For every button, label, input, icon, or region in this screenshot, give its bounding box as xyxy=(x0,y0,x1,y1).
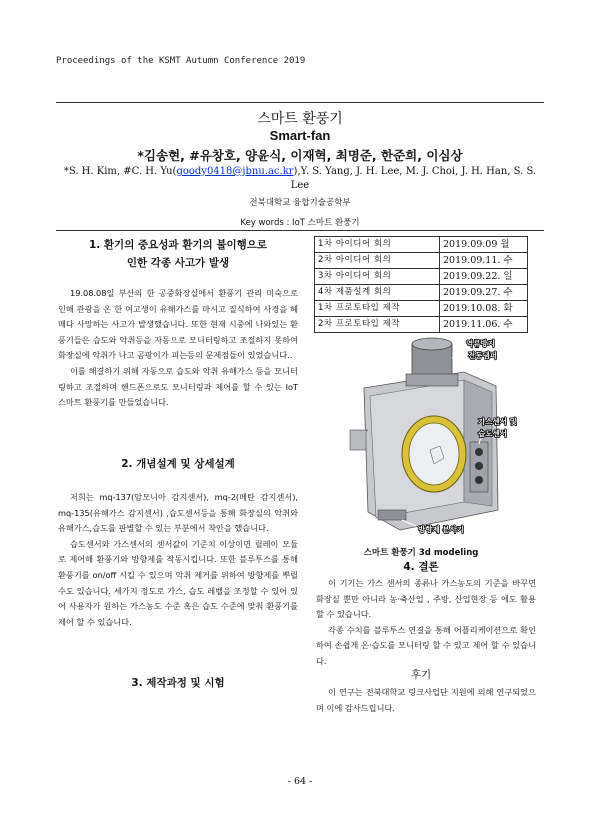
schedule-row xyxy=(315,237,528,253)
schedule-event: 1차 아이디어 회의 xyxy=(315,237,440,253)
acknowledgement-heading: 후기 xyxy=(410,669,432,681)
schedule-event: 1차 프로토타입 제작 xyxy=(315,301,440,317)
paper-title-korean: 스마트 환풍기 xyxy=(257,111,343,127)
schedule-date: 2019.09.27. 수 xyxy=(440,285,528,301)
keywords-rule xyxy=(56,230,544,231)
section-1-body xyxy=(58,286,298,411)
schedule-table-body xyxy=(315,237,528,333)
label-backflow-line2: 전동댐퍼 xyxy=(468,351,497,360)
schedule-row xyxy=(315,269,528,285)
section-1-heading xyxy=(58,236,298,272)
section-2-body xyxy=(58,490,298,630)
label-sensor-line2: 습도센서 xyxy=(478,429,507,438)
schedule-event: 4차 제품설계 회의 xyxy=(315,285,440,301)
schedule-date: 2019.11.06. 수 xyxy=(440,317,528,333)
section-1-heading-line2: 인한 각종 사고가 발생 xyxy=(126,257,230,269)
schedule-row xyxy=(315,301,528,317)
figure-caption: 스마트 환풍기 3d modeling xyxy=(363,548,479,558)
schedule-event: 3차 아이디어 회의 xyxy=(315,269,440,285)
schedule-event: 2차 아이디어 회의 xyxy=(315,253,440,269)
authors-english-suffix: ),Y. S. Yang, J. H. Lee, M. J. Choi, J. H. Han, S. S. Lee xyxy=(290,166,537,191)
schedule-date: 2019.10.08. 화 xyxy=(440,301,528,317)
authors-english-prefix: *S. H. Kim, #C. H. Yu( xyxy=(63,166,177,177)
schedule-table xyxy=(314,236,528,333)
paper-title-english: Smart-fan xyxy=(269,128,331,143)
acknowledgement-paragraph: 이 연구는 전북대학교 링크사업단 지원에 의해 연구되었으며 이에 감사드립니다. xyxy=(316,687,536,713)
section-1-heading-line1: 1. 환기의 중요성과 환기의 불이행으로 xyxy=(88,239,268,251)
section-1-paragraph-2: 이를 해결하기 위해 자동으로 습도와 악취 유해가스 등을 모니터링하고 조절하며 핸드폰으로도 모니터링과 제어를 할 수 있는 IoT 스마트 환풍기를 만들었습니다. xyxy=(58,365,298,408)
schedule-date: 2019.09.09 월 xyxy=(440,237,528,253)
section-3-heading: 3. 제작과정 및 시험 xyxy=(131,677,225,689)
schedule-row xyxy=(315,285,528,301)
section-4-body xyxy=(316,576,536,670)
authors-korean: *김송현, #유창호, 양윤식, 이재혁, 최명준, 한준희, 이심상 xyxy=(137,148,463,163)
schedule-date: 2019.09.11. 수 xyxy=(440,253,528,269)
acknowledgement-body xyxy=(316,685,536,716)
page-number: - 64 - xyxy=(287,776,313,787)
schedule-row xyxy=(315,253,528,269)
section-2-paragraph-1: 저희는 mq-137(암모니아 감지센서), mq-2(메탄 감지센서), mq-135(유해가스 감지센서) ,습도센서등을 통해 화장실의 악취와 유해가스,습도를 판별할 수 있는 부분에서 착안을 했습니다. xyxy=(58,492,298,534)
schedule-event: 2차 프로토타입 제작 xyxy=(315,317,440,333)
label-backflow-line1: 역류방지 xyxy=(466,339,495,348)
top-rule xyxy=(56,102,544,103)
running-header: Proceedings of the KSMT Autumn Conference 2019 xyxy=(56,56,306,66)
smart-fan-3d-model-figure xyxy=(346,334,524,544)
schedule-row xyxy=(315,317,528,333)
keywords: Key words : IoT 스마트 환풍기 xyxy=(240,218,360,228)
section-4-paragraph-1: 이 기기는 가스 센서의 종류나 가스농도의 기준을 바꾸면 화장실 뿐만 아니라 농·축산업 , 주방, 산업현장 등 에도 활용할 수 있습니다. xyxy=(316,578,536,620)
section-4-heading: 4. 결론 xyxy=(403,561,439,573)
author-email-link[interactable]: goody0418@jbnu.ac.kr xyxy=(176,166,294,177)
label-spray: 방향제 분사기 xyxy=(418,525,465,534)
section-2-paragraph-2: 습도센서와 가스센서의 센서값이 기준치 이상이면 릴레이 모듈로 제어해 환풍기와 방향제를 작동시킵니다. 또한 블루투스를 통해 환풍기를 on/off 시킬 수 있으며 악취 제거를 위하여 방향제를 뿌릴 수도 있습니다. 세가지 정도로 가스, 습도 레벨을 조정할 수 있어 있어 사용자가 원하는 가스농도 수준 혹은 습도 수준에 맞춰 환풍기를 제어 할 수 있습니다. xyxy=(58,538,298,627)
authors-english xyxy=(60,165,540,193)
label-sensor-line1: 가스센서 및 xyxy=(478,417,517,426)
section-1-paragraph-1: 19.08.08일 부산의 한 공중화장실에서 환풍기 관리 미숙으로 인해 관광을 온 한 여고생이 유해가스를 마시고 질식하여 사경을 헤매다 사망하는 사고가 발생했습니다. 또한 현재 시중에 나와있는 환풍기들은 습도와 악취등을 자동으로 모니터링하고 조절하지 못하여 화장실에 악취가 나고 곰팡이가 피는등의 문제점들이 있었습니다.. xyxy=(58,288,298,361)
smart-fan-3d-model-drawing xyxy=(346,334,524,544)
affiliation: 전북대학교 융합기술공학부 xyxy=(249,198,351,208)
section-2-heading: 2. 개념설계 및 상세설계 xyxy=(121,458,235,470)
section-4-paragraph-2: 각종 수치를 블루투스 연결을 통해 어플리케이션으로 확인하여 손쉽게 온·습도를 모니터링 할 수 있고 제어 할 수 있습니다. xyxy=(316,624,536,666)
schedule-date: 2019.09.22. 일 xyxy=(440,269,528,285)
